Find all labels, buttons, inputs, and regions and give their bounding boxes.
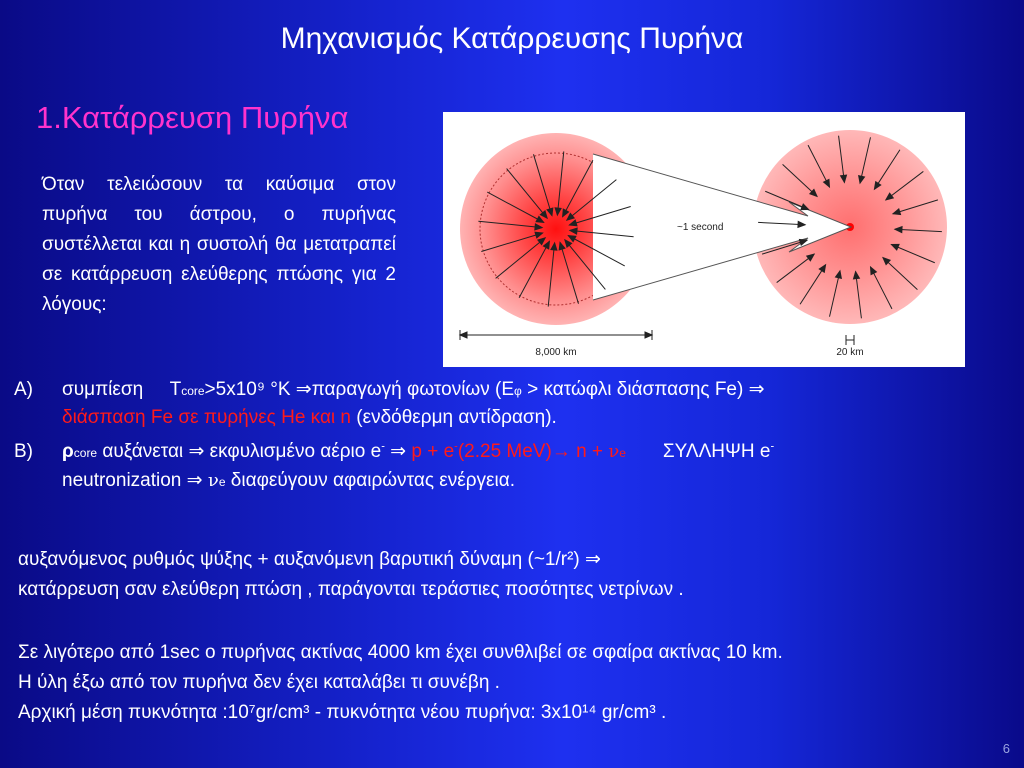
compression-text: συμπίεση	[62, 379, 144, 400]
item-a-marker: A)	[14, 379, 33, 400]
phi-subscript: φ	[514, 384, 522, 398]
endothermic-text: (ενδόθερμη αντίδραση).	[351, 407, 557, 428]
degenerate-text: εκφυλισμένο αέριο e	[204, 441, 382, 462]
implies-symbol: ⇒	[188, 441, 205, 462]
intro-paragraph: Όταν τελειώσουν τα καύσιμα στον πυρήνα του άστρου, ο πυρήνας συστέλλεται και η συστολή θα μετατραπεί σε κατάρρευση ελεύθερης πτώσης για 2 λόγους:	[42, 174, 396, 315]
implies-symbol: ⇒	[186, 470, 203, 491]
item-b-marker: B)	[14, 441, 33, 462]
item-b-content-1	[62, 438, 774, 467]
electron-minus: -	[770, 440, 775, 453]
outer-matter-line: Η ύλη έξω από τον πυρήνα δεν έχει καταλάβει τι συνέβη .	[18, 672, 500, 693]
cooling-line: αυξανόμενος ρυθμός ψύξης + αυξανόμενη βαρυτική δύναμη (~1/r²) ⇒	[18, 549, 601, 570]
rho-subscript: core	[73, 446, 98, 460]
t-value: >5x10⁹ °K	[204, 379, 291, 400]
electron-minus: -	[381, 440, 385, 453]
slide-title: Μηχανισμός Κατάρρευσης Πυρήνα	[280, 22, 744, 55]
rho-symbol: ρ	[62, 441, 74, 462]
implies-symbol: ⇒	[390, 441, 407, 462]
left-scale-label: 8,000 km	[535, 347, 577, 358]
t-symbol: T	[169, 379, 182, 400]
increases-text: αυξάνεται	[97, 441, 189, 462]
implies-symbol: ⇒	[748, 379, 765, 400]
capture-text: ΣΥΛΛΗΨΗ e	[662, 441, 771, 462]
section-heading: 1.Κατάρρευση Πυρήνα	[36, 100, 349, 135]
neutrino-subscript: e	[218, 475, 226, 489]
density-line: Αρχική μέση πυκνότητα :10⁷gr/cm³ - πυκνότητα νέου πυρήνα: 3x10¹⁴ gr/cm³ .	[18, 702, 667, 723]
escape-text: διαφεύγουν αφαιρώντας ενέργεια.	[230, 470, 515, 491]
item-b-content-2	[62, 467, 515, 496]
t-subscript: core	[181, 384, 205, 398]
neutrino-symbol: ν	[207, 470, 219, 491]
compression-time-line: Σε λιγότερο από 1sec ο πυρήνας ακτίνας 4000 km έχει συνθλιβεί σε σφαίρα ακτίνας 10 km.	[18, 642, 783, 663]
item-a-content-1	[62, 376, 765, 405]
implies-symbol: ⇒	[295, 379, 312, 400]
page-number: 6	[1002, 741, 1010, 756]
left-scale-bar	[460, 330, 652, 340]
threshold-text: > κατώφλι διάσπασης Fe)	[521, 379, 744, 400]
item-a-line-1	[14, 376, 33, 403]
collapse-diagram	[443, 112, 965, 367]
item-a-content-2	[62, 404, 557, 431]
neutronization-text: neutronization	[62, 470, 187, 491]
implies-symbol: ⇒	[585, 549, 601, 570]
collapse-line: κατάρρευση σαν ελεύθερη πτώση , παράγονται τεράστιες ποσότητες νετρίνων .	[18, 579, 684, 600]
item-b-line-1	[14, 438, 33, 465]
core-collapse-figure	[443, 112, 965, 367]
arrow-time-label: ~1 second	[677, 222, 724, 233]
reaction-text: p + e-(2.25 MeV)→ n + νe	[411, 440, 626, 462]
fe-split-text: διάσπαση Fe σε πυρήνες He και n	[62, 407, 351, 428]
photons-text: παραγωγή φωτονίων (E	[311, 379, 515, 400]
right-scale-bar	[846, 335, 854, 345]
right-scale-label: 20 km	[836, 347, 864, 358]
